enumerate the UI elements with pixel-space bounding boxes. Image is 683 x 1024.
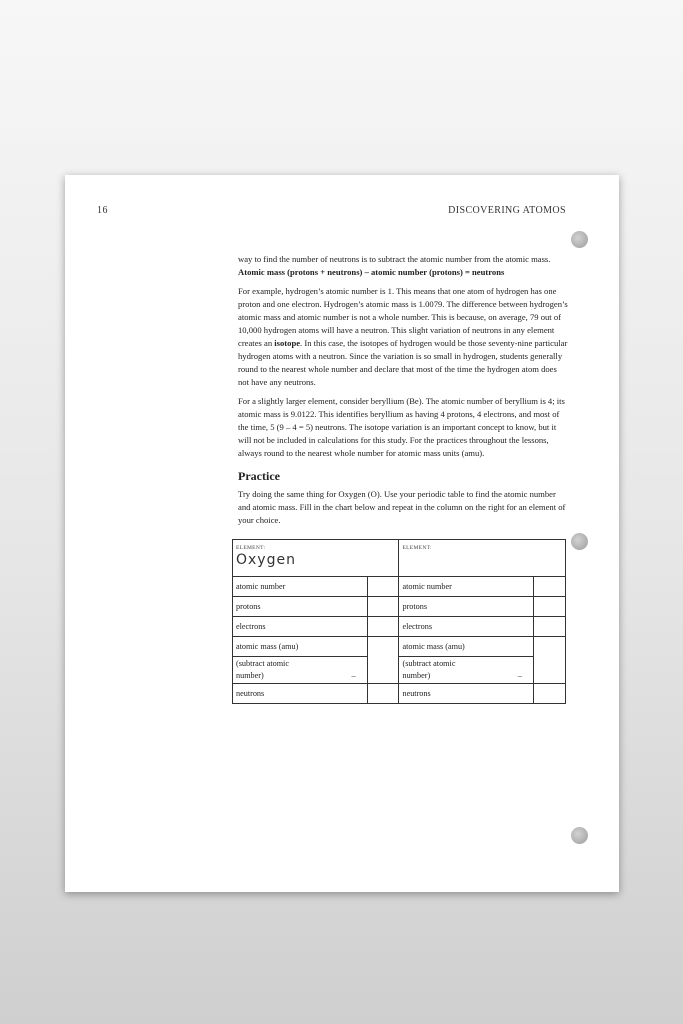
right-neutrons-label: neutrons <box>399 684 534 704</box>
left-atomic-mass-label: atomic mass (amu) <box>233 637 368 657</box>
left-element-value: Oxygen <box>236 552 296 568</box>
right-subtract-label: (subtract atomic number) – <box>399 657 534 684</box>
left-atomic-mass-input[interactable] <box>367 637 399 684</box>
left-atomic-number-label: atomic number <box>233 577 368 597</box>
binder-hole-top <box>571 231 588 248</box>
right-atomic-mass-input[interactable] <box>534 637 566 684</box>
right-electrons-label: electrons <box>399 617 534 637</box>
right-atomic-mass-label: atomic mass (amu) <box>399 637 534 657</box>
formula-bold: Atomic mass (protons + neutrons) – atomic number (protons) = neutrons <box>238 267 505 277</box>
binder-hole-bottom <box>571 827 588 844</box>
right-electrons-input[interactable] <box>534 617 566 637</box>
right-element-field[interactable]: ELEMENT: <box>399 540 566 577</box>
paragraph-practice-instructions: Try doing the same thing for Oxygen (O). Use your periodic table to find the atomic number and atomic mass. Fill in the chart below and repeat in the column on the right for an element of your choice. <box>238 489 566 525</box>
body-text <box>238 253 568 533</box>
paragraph-neutron-formula: way to find the number of neutrons is to subtract the atomic number from the atomic mass. Atomic mass (protons + neutrons) – atomic number (protons) = neutrons <box>238 254 551 277</box>
element-chart <box>232 539 566 712</box>
left-electrons-label: electrons <box>233 617 368 637</box>
minus-sign: – <box>517 671 523 680</box>
page-number: 16 <box>97 205 108 216</box>
left-protons-input[interactable] <box>367 597 399 617</box>
document-page <box>65 175 619 892</box>
paragraph-hydrogen: For example, hydrogen’s atomic number is 1. This means that one atom of hydrogen has one proton and one electron. Hydrogen’s atomic mass is 1.0079. The difference between hydrogen’s atomic mass and atomic number is not a whole number. This is because, on average, 79 out of 10,000 hydrogen atoms will have a neutron. This slight variation of neutrons in any element creates an isotope. In this case, the isotopes of hydrogen would be those seventy-nine particular hydrogen atoms with a neutron. Since the variation is so small in hydrogen, students generally round to the nearest whole number and declare that most of the time the hydrogen atom does not have any neutrons. <box>238 286 568 387</box>
right-neutrons-input[interactable] <box>534 684 566 704</box>
paragraph-beryllium: For a slightly larger element, consider beryllium (Be). The atomic number of beryllium is 4; its atomic mass is 9.0122. This identifies beryllium as having 4 protons, 4 electrons, and most of the time, 5 (9 – 4 = 5) neutrons. The isotope variation is an important concept to know, but it will not be included in calculations for this study. For the practices throughout the lessons, always round to the nearest whole number for atomic mass units (amu). <box>238 396 565 458</box>
binder-hole-middle <box>571 533 588 550</box>
practice-heading: Practice <box>238 469 280 483</box>
left-neutrons-input[interactable] <box>367 684 399 704</box>
isotope-term: isotope <box>274 338 301 348</box>
left-neutrons-label: neutrons <box>233 684 368 704</box>
minus-sign: – <box>351 671 356 680</box>
left-subtract-label: (subtract atomic number) – <box>233 657 368 684</box>
running-header-title: DISCOVERING ATOMOS <box>448 205 566 216</box>
right-protons-input[interactable] <box>534 597 566 617</box>
left-element-field[interactable]: ELEMENT: Oxygen <box>233 540 399 577</box>
right-atomic-number-input[interactable] <box>534 577 566 597</box>
left-electrons-input[interactable] <box>367 617 399 637</box>
right-atomic-number-label: atomic number <box>399 577 534 597</box>
right-protons-label: protons <box>399 597 534 617</box>
left-atomic-number-input[interactable] <box>367 577 399 597</box>
left-protons-label: protons <box>233 597 368 617</box>
